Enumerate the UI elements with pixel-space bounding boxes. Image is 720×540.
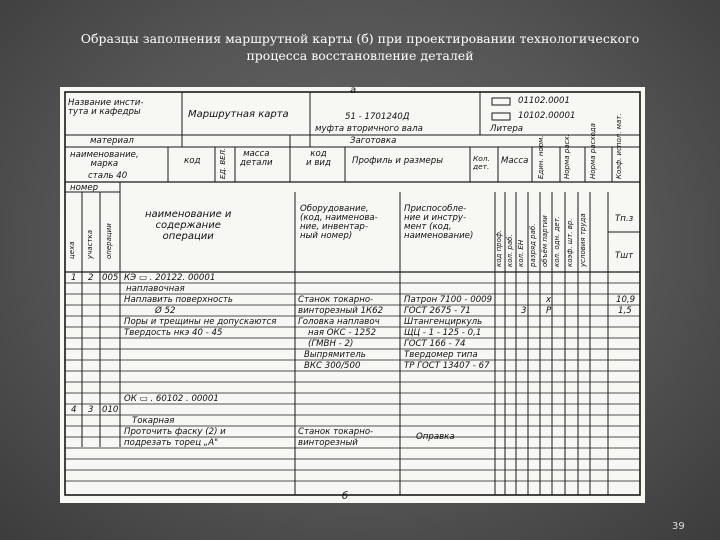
tool-line2: ГОСТ 2675 - 71 (404, 306, 471, 316)
mass-label: масса детали (240, 149, 273, 168)
type-label: код и вид (306, 149, 331, 168)
col-v1: код проф. (495, 229, 503, 267)
label-b: б (342, 491, 349, 502)
r1-section: 2 (88, 273, 94, 283)
r1-code: КЭ ▭ . 20122. 00001 (124, 273, 216, 283)
unit-label: ЕД. ВЕЛ. (219, 147, 227, 179)
col-equipment: Оборудование, (код, наименова- ние, инвентар- ный номер) (300, 204, 378, 241)
slide-title-line-1: Образцы заполнения маршрутной карты (б) при проектировании технологического (80, 31, 640, 46)
org-name: Название инсти- тута и кафедры (68, 98, 144, 117)
profile-label: Профиль и размеры (352, 156, 444, 166)
col-section: участка (86, 229, 94, 259)
eq-line5: (ГМВН - 2) (308, 339, 354, 349)
coef-label: Коэф. испол. мат. (615, 113, 623, 179)
route-card-document (60, 87, 645, 503)
eq-line1: Станок токарно- (298, 295, 374, 305)
tool-line3: Штангенциркуль (404, 317, 483, 327)
eq-line3: Головка наплавоч (298, 317, 380, 327)
eq-line6: Выпрямитель (304, 350, 366, 360)
eq-line9: винторезный (298, 438, 358, 448)
r1-title: наплавочная (126, 284, 185, 294)
code-label: код (184, 156, 201, 166)
card-title: Маршрутная карта (188, 109, 289, 120)
number-label: номер (70, 183, 99, 193)
r1-line4: Твердость нкэ 40 - 45 (124, 328, 223, 338)
tool-line5: ГОСТ 166 - 74 (404, 339, 466, 349)
qty-x: x (546, 295, 552, 305)
tool-line8: Оправка (416, 432, 455, 442)
r2-title: Токарная (132, 416, 175, 426)
col-v3: кол. ЕН (517, 239, 525, 267)
r2-op: 010 (102, 405, 119, 415)
r2-section: 3 (88, 405, 94, 415)
material-label: материал (90, 136, 134, 146)
page-number: 39 (672, 521, 685, 532)
material-name-label: наименование, марка (70, 150, 139, 169)
slide-title-line-2: процесса восстановление деталей (246, 48, 474, 63)
col-v2: кол. раб. (506, 234, 514, 267)
r1-shop: 1 (71, 273, 77, 283)
part-name: муфта вторичного вала (315, 124, 423, 134)
r2-shop: 4 (71, 405, 77, 415)
tool-line7: ТР ГОСТ 13407 - 67 (404, 361, 490, 371)
r2-line2: подрезать торец „А" (124, 438, 219, 448)
col-v4: разряд раб. (529, 223, 537, 267)
col-v6: кол. одн. дет. (553, 215, 561, 267)
material-value: сталь 40 (88, 171, 128, 181)
col-v5: объём партии (541, 215, 549, 267)
tool-line6: Твердомер типа (404, 350, 478, 360)
litera: Литера (490, 124, 524, 134)
col-operation: операции (105, 223, 113, 259)
col-tooling: Приспособле- ние и инстру- мент (код, наименование) (404, 204, 474, 241)
qty-label: Кол. дет. (473, 154, 490, 171)
unit2-label: Един. норм. (537, 135, 545, 179)
r2-line1: Проточить фаску (2) и (124, 427, 226, 437)
col-v8: условия труда (579, 213, 587, 267)
tool-line1: Патрон 7100 - 0009 (404, 295, 493, 305)
tool-line4: ЩЦ - 1 - 125 - 0,1 (404, 328, 482, 338)
blank-label: Заготовка (350, 136, 397, 146)
r1-line2: Ø 52 (155, 306, 176, 316)
mass2-label: Масса (501, 156, 529, 166)
r1-op: 005 (102, 273, 119, 283)
qty-p: Р (546, 306, 552, 316)
col-tpz: Тп.з (615, 214, 634, 224)
rate-label: Норма расхода (589, 123, 597, 179)
eq-line8: Станок токарно- (298, 427, 374, 437)
eq-line2: винторезный 1К62 (298, 306, 384, 316)
ok-code: ОК ▭ . 60102 . 00001 (124, 394, 219, 404)
eq-line7: ВКС 300/500 (304, 361, 361, 371)
code-box-2: 10102.00001 (518, 111, 576, 121)
slide-title (60, 30, 660, 64)
label-a: а (350, 87, 357, 96)
col-v7: коэф. шт. вр. (566, 218, 574, 267)
eq-line4: ная ОКС - 1252 (308, 328, 377, 338)
col-tsht: Тшт (615, 251, 634, 261)
tsht-value: 1,5 (618, 306, 632, 316)
part-number: 51 - 1701240Д (345, 112, 410, 122)
code-box-1: 01102.0001 (518, 96, 570, 106)
col-shop: цеха (68, 241, 76, 259)
r1-line3: Поры и трещины не допускаются (124, 317, 277, 327)
tpz-value: 10,9 (616, 295, 636, 305)
r1-line1: Наплавить поверхность (124, 295, 233, 305)
norm-label: Норма расх. (563, 134, 571, 179)
grade-value: 3 (521, 306, 527, 316)
col-op-name: наименование и содержание операции (145, 209, 232, 242)
